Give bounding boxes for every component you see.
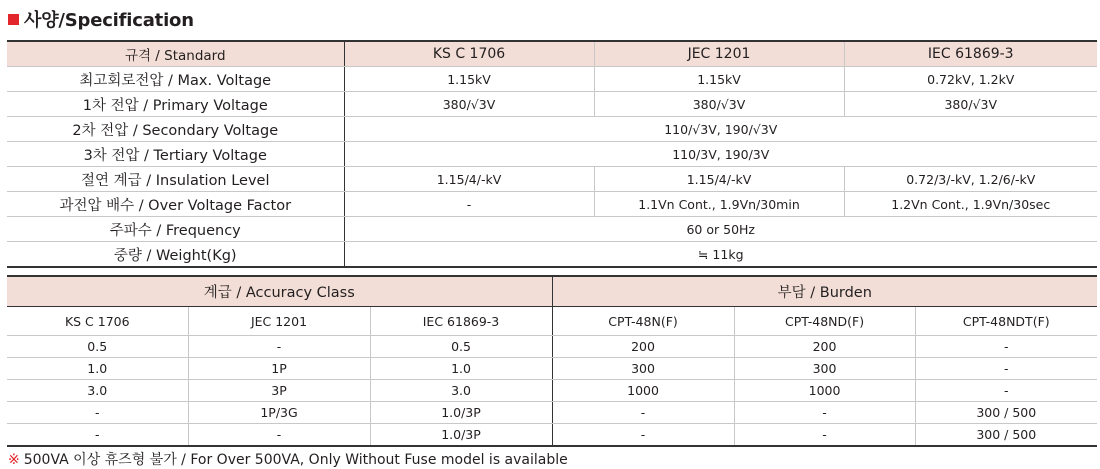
table-cell: 1.15/4/-kV — [594, 167, 844, 192]
table-cell: 0.72kV, 1.2kV — [844, 67, 1097, 92]
table-cell: 200 — [552, 336, 734, 358]
standard-col-ks: KS C 1706 — [344, 41, 594, 67]
table-cell: - — [915, 336, 1097, 358]
footnote-text: 500VA 이상 휴즈형 불가 / For Over 500VA, Only Without Fuse model is available — [23, 452, 568, 468]
row-label: 3차 전압 / Tertiary Voltage — [7, 142, 344, 167]
row-label: 주파수 / Frequency — [7, 217, 344, 242]
spec-row-primary-voltage — [7, 92, 1097, 117]
spec-row-insulation-level — [7, 167, 1097, 192]
table-cell: 0.72/3/-kV, 1.2/6/-kV — [844, 167, 1097, 192]
table-cell: 300 / 500 — [915, 424, 1097, 447]
red-square-icon — [8, 14, 19, 25]
table-cell: 3P — [188, 380, 370, 402]
note-symbol: ※ — [8, 452, 20, 468]
table-cell: 1.2Vn Cont., 1.9Vn/30sec — [844, 192, 1097, 217]
table-cell: - — [915, 380, 1097, 402]
row-label: 중량 / Weight(Kg) — [7, 242, 344, 268]
table-cell: 1.0/3P — [370, 424, 552, 447]
table-cell: 1000 — [552, 380, 734, 402]
table-cell-merged: ≒ 11kg — [344, 242, 1097, 268]
column-header: IEC 61869-3 — [370, 307, 552, 336]
table-cell: - — [188, 424, 370, 447]
table-cell: 1.1Vn Cont., 1.9Vn/30min — [594, 192, 844, 217]
row-label: 1차 전압 / Primary Voltage — [7, 92, 344, 117]
table-cell: 3.0 — [7, 380, 188, 402]
table-cell: 380/√3V — [844, 92, 1097, 117]
row-label: 과전압 배수 / Over Voltage Factor — [7, 192, 344, 217]
specification-table — [7, 40, 1097, 268]
row-label: 절연 계급 / Insulation Level — [7, 167, 344, 192]
table-cell: 300 — [552, 358, 734, 380]
table-cell: 1.15/4/-kV — [344, 167, 594, 192]
table-cell: 380/√3V — [344, 92, 594, 117]
table-cell: 3.0 — [370, 380, 552, 402]
table-cell: 1000 — [734, 380, 915, 402]
table-cell: 0.5 — [370, 336, 552, 358]
table-cell: - — [344, 192, 594, 217]
table-row — [7, 424, 1097, 447]
row-label: 2차 전압 / Secondary Voltage — [7, 117, 344, 142]
table-cell: 0.5 — [7, 336, 188, 358]
burden-header: 부담 / Burden — [552, 276, 1097, 307]
table-cell: 300 / 500 — [915, 402, 1097, 424]
table-cell: 1.15kV — [594, 67, 844, 92]
column-header: JEC 1201 — [188, 307, 370, 336]
table-cell: - — [552, 402, 734, 424]
table-row — [7, 380, 1097, 402]
accuracy-column-header-row — [7, 307, 1097, 336]
row-label: 최고회로전압 / Max. Voltage — [7, 67, 344, 92]
table-cell: - — [188, 336, 370, 358]
accuracy-class-header: 계급 / Accuracy Class — [7, 276, 552, 307]
table-row — [7, 402, 1097, 424]
table-cell: - — [94, 427, 100, 442]
table-cell-merged: 60 or 50Hz — [344, 217, 1097, 242]
table-cell-merged: 110/√3V, 190/√3V — [344, 117, 1097, 142]
spec-row-tertiary-voltage — [7, 142, 1097, 167]
accuracy-burden-table — [7, 275, 1097, 447]
table-cell: - — [7, 402, 188, 424]
spec-row-over-voltage-factor — [7, 192, 1097, 217]
section-title — [8, 6, 194, 32]
table-row — [7, 358, 1097, 380]
table-cell: 200 — [734, 336, 915, 358]
table-cell: 1P — [188, 358, 370, 380]
table-row — [7, 336, 1097, 358]
standard-col-jec: JEC 1201 — [594, 41, 844, 67]
standard-col-iec: IEC 61869-3 — [844, 41, 1097, 67]
spec-row-secondary-voltage — [7, 117, 1097, 142]
spec-row-weight — [7, 242, 1097, 268]
table-cell: 1.0 — [7, 358, 188, 380]
table-cell: - — [734, 402, 915, 424]
spec-header-row — [7, 41, 1097, 67]
standard-header: 규격 / Standard — [7, 41, 344, 67]
table-cell: 1P/3G — [188, 402, 370, 424]
column-header: KS C 1706 — [7, 307, 188, 336]
table-cell: 1.15kV — [344, 67, 594, 92]
column-header: CPT-48NDT(F) — [915, 307, 1097, 336]
spec-row-frequency — [7, 217, 1097, 242]
accuracy-group-header-row — [7, 276, 1097, 307]
section-title-text: 사양/Specification — [24, 10, 194, 31]
column-header: CPT-48ND(F) — [734, 307, 915, 336]
table-cell: 380/√3V — [594, 92, 844, 117]
footnote — [8, 449, 568, 469]
table-cell: 300 — [734, 358, 915, 380]
table-cell-merged: 110/3V, 190/3V — [344, 142, 1097, 167]
table-cell: - — [915, 358, 1097, 380]
table-cell: 1.0 — [370, 358, 552, 380]
column-header: CPT-48N(F) — [552, 307, 734, 336]
table-cell: 1.0/3P — [370, 402, 552, 424]
table-cell: - — [734, 424, 915, 447]
table-cell: - — [552, 424, 734, 447]
spec-row-max-voltage — [7, 67, 1097, 92]
